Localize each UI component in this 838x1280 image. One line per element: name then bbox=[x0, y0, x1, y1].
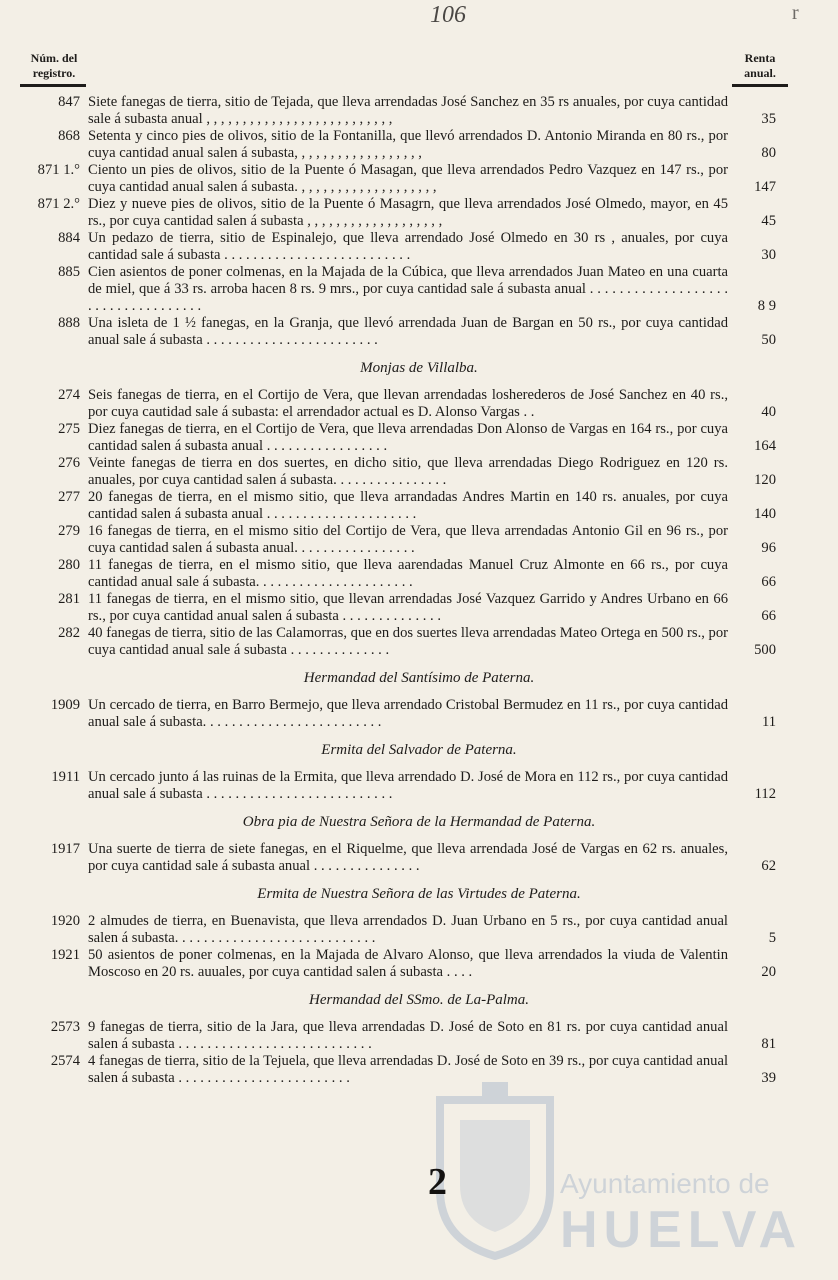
register-entry bbox=[0, 591, 838, 625]
column-header-renta bbox=[732, 51, 788, 81]
section-heading: Hermandad del SSmo. de La-Palma. bbox=[309, 992, 529, 1008]
entry-text: Seis fanegas de tierra, en el Cortijo de Vera, que llevan arrendadas losherederos de José Sanchez en 40 rs., por cuya cautidad sale á subasta: el arrendador actual es D. Alonso Vargas . . bbox=[88, 387, 728, 420]
entry-text: Una isleta de 1 ½ fanegas, en la Granja, que llevó arrendada Juan de Bargan en 50 rs., por cuya cantidad anual sale á subasta . . . . . . . . . . . . . . . . . . . . . . . . bbox=[88, 315, 728, 348]
entry-number: 888 bbox=[58, 315, 80, 331]
entry-number: 871 2.° bbox=[37, 196, 80, 212]
register-entry bbox=[0, 913, 838, 947]
entry-number: 275 bbox=[58, 421, 80, 437]
entry-amount: 5 bbox=[768, 930, 776, 946]
entry-text: Una suerte de tierra de siete fanegas, en el Riquelme, que lleva arrendada José de Vargas en 62 rs. anuales, por cuya cantidad sale á subasta anual . . . . . . . . . . . . . . . bbox=[88, 841, 728, 874]
column-header-registro-line1: Núm. del bbox=[30, 51, 78, 65]
register-entry bbox=[0, 557, 838, 591]
entry-amount: 112 bbox=[754, 786, 776, 802]
entry-number: 871 1.° bbox=[37, 162, 80, 178]
city-shield-icon bbox=[430, 1080, 560, 1260]
entry-number: 2574 bbox=[50, 1053, 80, 1069]
register-entry bbox=[0, 94, 838, 128]
entry-amount: 96 bbox=[761, 540, 776, 556]
watermark-line1: Ayuntamiento de bbox=[560, 1168, 770, 1199]
entry-number: 280 bbox=[58, 557, 80, 573]
entry-amount: 147 bbox=[754, 179, 776, 195]
register-entry bbox=[0, 230, 838, 264]
entry-group bbox=[0, 841, 838, 875]
entry-number: 281 bbox=[58, 591, 80, 607]
register-entry bbox=[0, 315, 838, 349]
entry-text: Veinte fanegas de tierra en dos suertes, en dicho sitio, que lleva arrendadas Diego Rodriguez en 120 rs. anuales, por cuya cantidad salen á subasta. . . . . . . . . . . . . . . . bbox=[88, 455, 728, 488]
entry-number: 1921 bbox=[50, 947, 80, 963]
entry-text: 4 fanegas de tierra, sitio de la Tejuela, que lleva arrendadas D. José de Soto en 39 rs., por cuya cantidad anual salen á subasta . . . . . . . . . . . . . . . . . . . . . . . . bbox=[88, 1053, 728, 1086]
register-entry bbox=[0, 264, 838, 315]
entry-number: 885 bbox=[58, 264, 80, 280]
register-entry bbox=[0, 625, 838, 659]
entry-amount: 80 bbox=[761, 145, 776, 161]
entry-text: 2 almudes de tierra, en Buenavista, que lleva arrendados D. Juan Urbano en 5 rs., por cuya cantidad anual salen á subasta. . . . . . . . . . . . . . . . . . . . . . . . . . . . bbox=[88, 913, 728, 946]
header-rule-left bbox=[20, 84, 86, 87]
entry-number: 1911 bbox=[51, 769, 80, 785]
register-entry bbox=[0, 162, 838, 196]
entry-number: 274 bbox=[58, 387, 80, 403]
entry-group-top bbox=[0, 94, 838, 349]
entry-text: 9 fanegas de tierra, sitio de la Jara, que lleva arrendadas D. José de Soto en 81 rs. por cuya cantidad anual salen á subasta . . . . . . . . . . . . . . . . . . . . . . . . . . . bbox=[88, 1019, 728, 1052]
entry-text: Siete fanegas de tierra, sitio de Tejada, que lleva arrendadas José Sanchez en 35 rs anuales, por cuya cantidad sale á subasta anual , , , , , , , , , , , , , , , , , , , , , , , , , , bbox=[88, 94, 728, 127]
watermark-line2: HUELVA bbox=[560, 1201, 803, 1259]
column-header-registro bbox=[22, 51, 86, 81]
entry-text: 20 fanegas de tierra, en el mismo sitio, que lleva arrandadas Andres Martin en 140 rs. anuales, por cuya cantidad salen á subasta anual . . . . . . . . . . . . . . . . . . . . . bbox=[88, 489, 728, 522]
entry-number: 279 bbox=[58, 523, 80, 539]
register-entry bbox=[0, 128, 838, 162]
entry-amount: 30 bbox=[761, 247, 776, 263]
entry-amount: 40 bbox=[761, 404, 776, 420]
entry-text: 50 asientos de poner colmenas, en la Majada de Alvaro Alonso, que lleva arrendados la viuda de Valentin Moscoso en 20 rs. auuales, por cuya cantidad salen á subasta . . . . bbox=[88, 947, 728, 980]
entry-text: 11 fanegas de tierra, en el mismo sitio, que llevan arrendadas José Vazquez Garrido y Andres Urbano en 66 rs., por cuya cantidad anual salen á subasta . . . . . . . . . . . . . . bbox=[88, 591, 728, 624]
entry-number: 847 bbox=[58, 94, 80, 110]
entry-amount: 81 bbox=[761, 1036, 776, 1052]
entry-text: Un pedazo de tierra, sitio de Espinalejo, que lleva arrendado José Olmedo en 30 rs , anuales, por cuya cantidad sale á subasta . . . . . . . . . . . . . . . . . . . . . . . . . . bbox=[88, 230, 728, 263]
section-heading: Ermita del Salvador de Paterna. bbox=[321, 742, 517, 758]
entry-amount: 66 bbox=[761, 574, 776, 590]
entry-amount: 62 bbox=[761, 858, 776, 874]
register-entry bbox=[0, 196, 838, 230]
entry-group bbox=[0, 697, 838, 731]
entry-group bbox=[0, 913, 838, 981]
entry-amount: 50 bbox=[761, 332, 776, 348]
entry-number: 1909 bbox=[50, 697, 80, 713]
entry-text: 11 fanegas de tierra, en el mismo sitio, que lleva aarendadas Manuel Cruz Almonte en 66 rs., por cuya cantidad anual sale á subasta. . . . . . . . . . . . . . . . . . . . . . bbox=[88, 557, 728, 590]
entry-number: 2573 bbox=[50, 1019, 80, 1035]
register-entry bbox=[0, 387, 838, 421]
entry-amount: 11 bbox=[761, 714, 776, 730]
entry-amount: 39 bbox=[761, 1070, 776, 1086]
column-header-renta-line2: anual. bbox=[744, 66, 776, 80]
register-entry bbox=[0, 421, 838, 455]
register-entry bbox=[0, 947, 838, 981]
register-entry bbox=[0, 697, 838, 731]
register-entry bbox=[0, 841, 838, 875]
entry-group bbox=[0, 387, 838, 659]
entry-amount: 164 bbox=[754, 438, 776, 454]
entry-amount: 8 9 bbox=[757, 298, 776, 314]
entry-amount: 140 bbox=[754, 506, 776, 522]
entry-number: 884 bbox=[58, 230, 80, 246]
register-entry bbox=[0, 455, 838, 489]
section-heading: Hermandad del Santísimo de Paterna. bbox=[303, 670, 535, 686]
entry-text: 16 fanegas de tierra, en el mismo sitio del Cortijo de Vera, que lleva arrendadas Antonio Gil en 96 rs., por cuya cantidad salen á subasta anual. . . . . . . . . . . . . . . . . bbox=[88, 523, 728, 556]
column-header-renta-line1: Renta bbox=[744, 51, 776, 65]
section-heading: Monjas de Villalba. bbox=[360, 360, 478, 376]
entry-text: Cien asientos de poner colmenas, en la Majada de la Cúbica, que lleva arrendados Juan Mateo en una cuarta de miel, que á 33 rs. arroba hacen 8 rs. 9 mrs., por cuya cantidad sale á subasta anual . . . . . . . . . . . . . . . . . . . . . . . . . . . . . . . . . . . bbox=[88, 264, 728, 314]
entry-amount: 66 bbox=[761, 608, 776, 624]
register-content bbox=[0, 94, 838, 1087]
entry-amount: 45 bbox=[761, 213, 776, 229]
entry-number: 277 bbox=[58, 489, 80, 505]
corner-mark: r bbox=[792, 2, 799, 24]
entry-text: Ciento un pies de olivos, sitio de la Puente ó Masagan, que lleva arrendados Pedro Vazquez en 147 rs., por cuya cantidad anual salen á subasta. , , , , , , , , , , , , , , , , , , , bbox=[88, 162, 728, 195]
entry-amount: 120 bbox=[754, 472, 776, 488]
entry-amount: 20 bbox=[761, 964, 776, 980]
entry-text: Diez y nueve pies de olivos, sitio de la Puente ó Masagrn, que lleva arrendados José Olmedo, mayor, en 45 rs., por cuya cantidad salen á subasta , , , , , , , , , , , , , , , , , , , bbox=[88, 196, 728, 229]
column-header-registro-line2: registro. bbox=[32, 66, 76, 80]
entry-number: 282 bbox=[58, 625, 80, 641]
entry-amount: 35 bbox=[761, 111, 776, 127]
register-entry bbox=[0, 769, 838, 803]
entry-group bbox=[0, 769, 838, 803]
entry-number: 1917 bbox=[50, 841, 80, 857]
archive-watermark bbox=[430, 1070, 803, 1270]
section-heading: Obra pia de Nuestra Señora de la Hermandad de Paterna. bbox=[242, 814, 596, 830]
register-entry bbox=[0, 523, 838, 557]
entry-text: Un cercado junto á las ruinas de la Ermita, que lleva arrendado D. José de Mora en 112 rs., por cuya cantidad anual sale á subasta . . . . . . . . . . . . . . . . . . . . . . . . . . bbox=[88, 769, 728, 802]
printer-signature-mark: 2 bbox=[428, 1161, 447, 1203]
entry-text: Un cercado de tierra, en Barro Bermejo, que lleva arrendado Cristobal Bermudez en 11 rs., por cuya cantidad anual sale á subasta. . . . . . . . . . . . . . . . . . . . . . . . . bbox=[88, 697, 728, 730]
register-entry bbox=[0, 489, 838, 523]
entry-number: 868 bbox=[58, 128, 80, 144]
header-rule-right bbox=[732, 84, 788, 87]
section-heading: Ermita de Nuestra Señora de las Virtudes de Paterna. bbox=[257, 886, 581, 902]
folio-number: 106 bbox=[430, 2, 466, 28]
entry-number: 1920 bbox=[50, 913, 80, 929]
entry-text: Setenta y cinco pies de olivos, sitio de la Fontanilla, que llevó arrendados D. Antonio Miranda en 80 rs., por cuya cantidad anual salen á subasta, , , , , , , , , , , , , , , , , , bbox=[88, 128, 728, 161]
entry-number: 276 bbox=[58, 455, 80, 471]
entry-text: 40 fanegas de tierra, sitio de las Calamorras, que en dos suertes lleva arrendadas Mateo Ortega en 500 rs., por cuya cantidad anual sale á subasta . . . . . . . . . . . . . . bbox=[88, 625, 728, 658]
entry-amount: 500 bbox=[754, 642, 776, 658]
entry-text: Diez fanegas de tierra, en el Cortijo de Vera, que lleva arrendadas Don Alonso de Vargas en 164 rs., por cuya cantidad salen á subasta anual . . . . . . . . . . . . . . . . . bbox=[88, 421, 728, 454]
register-entry bbox=[0, 1019, 838, 1053]
